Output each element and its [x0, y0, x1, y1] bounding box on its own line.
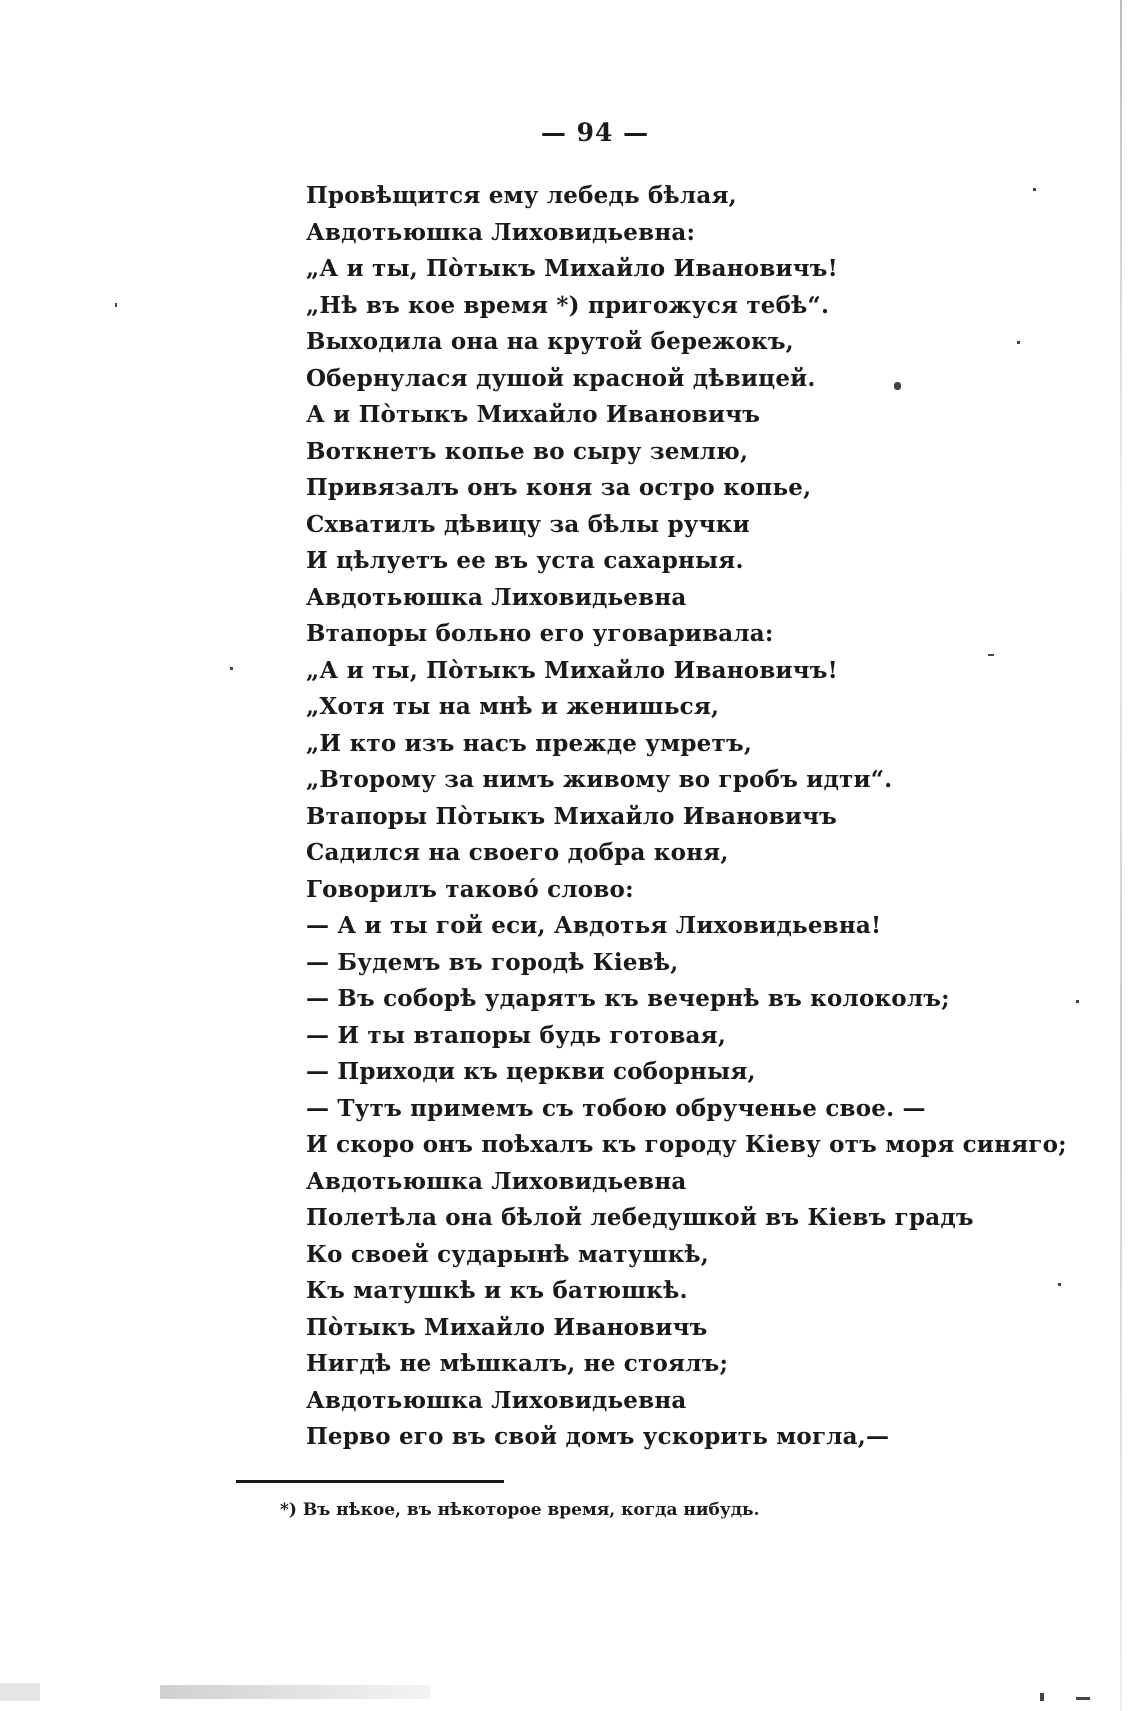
verse-line: Авдотьюшка Лиховидьевна — [306, 1386, 687, 1414]
verse-line: „Нѣ въ кое время *) пригожуся тебѣ“. — [306, 291, 830, 319]
verse-line: А и Пòтыкъ Михайло Ивановичъ — [306, 401, 761, 428]
verse-line: Авдотьюшка Лиховидьевна — [306, 583, 687, 611]
scan-speck — [1076, 1000, 1079, 1003]
verse-line: Привязалъ онъ коня за остро копье, — [306, 474, 812, 501]
verse-text — [306, 178, 1067, 1456]
scan-speck — [115, 303, 117, 307]
verse-line: — А и ты гой еси, Авдотья Лиховидьевна! — [306, 912, 882, 939]
verse-line: Ко своей сударынѣ матушкѣ, — [306, 1240, 709, 1268]
verse-line: Схватилъ дѣвицу за бѣлы ручки — [306, 510, 750, 538]
verse-line: Авдотьюшка Лиховидьевна: — [306, 218, 696, 246]
verse-line: „Второму за нимъ живому во гробъ идти“. — [306, 766, 893, 793]
scan-smudge — [160, 1685, 430, 1699]
verse-line: — Въ соборѣ ударятъ къ вечернѣ въ колоколъ; — [306, 985, 950, 1012]
scan-smudge — [0, 1683, 40, 1701]
verse-line: Нигдѣ не мѣшкалъ, не стоялъ; — [306, 1350, 729, 1377]
verse-line: — И ты втапоры будь готовая, — [306, 1021, 727, 1049]
scan-speck — [1040, 1693, 1044, 1701]
verse-line: — Тутъ примемъ съ тобою обрученье свое. — — [306, 1094, 926, 1122]
verse-line: Говорилъ таковó слово: — [306, 875, 634, 903]
verse-line: Втапоры больно его уговаривала: — [306, 620, 774, 647]
verse-line: Авдотьюшка Лиховидьевна — [306, 1167, 687, 1195]
verse-line: Полетѣла она бѣлой лебедушкой въ Кіевъ градъ — [306, 1204, 974, 1231]
verse-line: И скоро онъ поѣхалъ къ городу Кіеву отъ моря синяго; — [306, 1131, 1067, 1158]
verse-line: И цѣлуетъ ее въ уста сахарныя. — [306, 547, 744, 574]
footnote-divider — [236, 1480, 504, 1483]
scan-speck — [230, 667, 233, 670]
verse-line: Перво его въ свой домъ ускорить могла,— — [306, 1423, 890, 1450]
verse-line: Провѣщится ему лебедь бѣлая, — [306, 182, 737, 209]
scan-speck — [1076, 1697, 1090, 1700]
verse-line: „А и ты, Пòтыкъ Михайло Ивановичъ! — [306, 656, 838, 684]
page-number: — 94 — — [540, 118, 650, 147]
verse-line: Воткнетъ копье во сыру землю, — [306, 437, 749, 465]
verse-line: Выходила она на крутой бережокъ, — [306, 328, 794, 355]
verse-line: Втапоры Пòтыкъ Михайло Ивановичъ — [306, 802, 838, 830]
verse-line: „А и ты, Пòтыкъ Михайло Ивановичъ! — [306, 255, 838, 282]
verse-line: „И кто изъ насъ прежде умретъ, — [306, 729, 753, 757]
verse-line: „Хотя ты на мнѣ и женишься, — [306, 693, 720, 720]
verse-line: — Приходи къ церкви соборныя, — [306, 1058, 756, 1085]
verse-line: Пòтыкъ Михайло Ивановичъ — [306, 1313, 708, 1341]
verse-line: — Будемъ въ городѣ Кіевѣ, — [306, 948, 679, 976]
verse-line: Садился на своего добра коня, — [306, 839, 729, 866]
verse-line: Къ матушкѣ и къ батюшкѣ. — [306, 1277, 688, 1304]
scan-page-edge — [1120, 0, 1122, 1711]
footnote: *) Въ нѣкое, въ нѣкоторое время, когда нибудь. — [280, 1500, 760, 1520]
verse-line: Обернулася душой красной дѣвицей. — [306, 364, 816, 392]
